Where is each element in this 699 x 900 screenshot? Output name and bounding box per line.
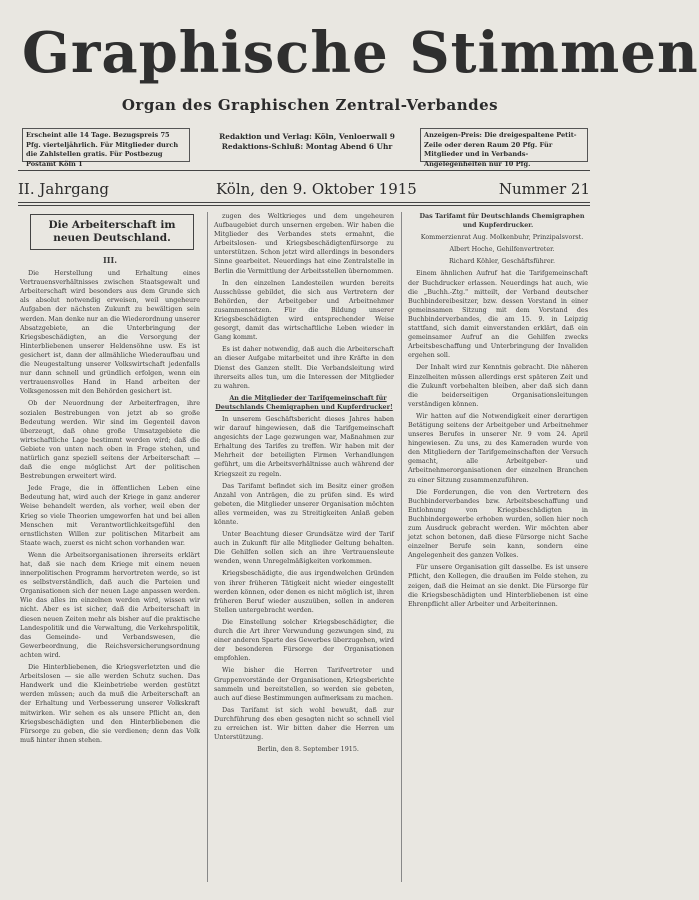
issue-year: II. Jahrgang (18, 180, 109, 198)
paragraph: Kriegsbeschädigte, die aus irgendwelchen Gründen von ihrer früheren Tätigkeit nicht wieder eingestellt werden können, oder denen es nicht möglich ist, ihren früheren Beruf wieder auszuüben, sollen in anderen Stellen untergebracht werden. (214, 569, 394, 614)
column-2 (214, 212, 394, 882)
paragraph: Das Tarifamt befindet sich im Besitz einer großen Anzahl von Anträgen, die zu prüfen sind. Es wird gebeten, die Mitglieder unserer Organisation möchten alles vermeiden, was zu Streitigkeiten Anlaß geben könnte. (214, 481, 394, 526)
tarifamt-heading: Das Tarifamt für Deutschlands Chemigraphen und Kupferdrucker. (419, 212, 585, 230)
paragraph: Es ist daher notwendig, daß auch die Arbeiterschaft an dieser Aufgabe mitarbeitet und ihre Kräfte in den Dienst des Ganzen stellt. Die Verbandsleitung wird ihrerseits alles tun, um die Interessen der Mitglieder zu wahren. (214, 345, 394, 390)
masthead-subtitle: Organ des Graphischen Zentral-Verbandes (121, 96, 499, 114)
signatory: Richard Köhler, Geschäftsführer. (448, 257, 556, 266)
advertising-info-box: Anzeigen-Preis: Die dreigespaltene Petit-Zeile oder deren Raum 20 Pfg. Für Mitglieder und in Verbands-Angelegenheiten nur 10 Pfg. (420, 128, 588, 162)
issue-line (18, 178, 590, 200)
paragraph: Wenn die Arbeitsorganisationen ihrerseits erklärt hat, daß sie nach dem Kriege mit einem neuen innerpolitischen Programm hervortreten werde, so ist es selbstverständlich, daß auch die Parteien und Organisationen sich der neuen Lage anpassen werden. Wie das alles im einzelnen werden wird, wissen wir nicht. Aber es ist sicher, daß die Arbeiterschaft in diesen neuen Zeiten mehr als bisher auf die praktische Landespolitik und die Verwaltung, die Verkehrspolitik, das Gemeinde- und Verbandswesen, die Gewerbeordnung, die Reichsversicherungsordnung achten wird. (20, 550, 200, 659)
paragraph: Einem ähnlichen Aufruf hat die Tarifgemeinschaft der Buchdrucker erlassen. Neuerdings hat auch, wie die „Buchh.-Ztg." mitteilt, der Verband deutscher Buchbindereibesitzer, bzw. dessen Vorstand in einer gemeinsamen Sitzung mit dem Vorstand des Buchbinderverbandes, die am 15. 9. in Leipzig stattfand, sich damit einverstanden erklärt, daß ein gemeinsamer Aufruf an die Gehilfen zwecks Arbeitsbeschaffung und Unterbringung der Invaliden ergehen soll. (408, 269, 588, 360)
dateline: Berlin, den 8. September 1915. (257, 745, 359, 754)
editorial-deadline: Redaktions-Schluß: Montag Abend 6 Uhr (221, 142, 393, 151)
top-rule (18, 170, 590, 171)
paragraph: Unter Beachtung dieser Grundsätze wird der Tarif auch in Zukunft für alle Mitglieder Geltung behalten. Die Gehilfen sollen sich an ihre Vertrauensleute wenden, wenn Unregelmäßigkeiten vorkommen. (214, 530, 394, 566)
paragraph: Ob der Neuordnung der Arbeiterfragen, ihre sozialen Bestrebungen von jetzt ab so große Bedeutung werden. Wir sind im Gegenteil davon überzeugt, daß ohne große Umsatzgebiete die wirtschaftliche Lage bestimmt werden wird; daß die Gebiete von unten nach oben in Frage stehen, und natürlich ganz speziell seitens der Arbeiterschaft — daß die enge möglichst Art der politischen Bestrebungen erweitert wird. (20, 399, 200, 481)
issue-rule-2 (18, 205, 590, 206)
paragraph: In unserem Geschäftsbericht dieses Jahres haben wir darauf hingewiesen, daß die Tarifgemeinschaft angesichts der Lage gezwungen war, Maßnahmen zur Erhaltung des Tarifes zu treffen. Wir haben mit der Mehrheit der beteiligten Firmen Verhandlungen geführt, um die Arbeitsverhältnisse auch während der Kriegszeit zu regeln. (214, 414, 394, 478)
column-3 (408, 212, 588, 882)
paragraph: Das Tarifamt ist sich wohl bewußt, daß zur Durchführung des eben gesagten nicht so schnell viel zu erreichen ist. Wir bitten daher die Herren um Unterstützung. (214, 705, 394, 742)
issue-date: Köln, den 9. Oktober 1915 (216, 180, 417, 198)
column-1 (20, 212, 200, 882)
paragraph: Wie bisher die Herren Tarifvertreter und Gruppenvorstände der Organisationen, Kriegsberichte sammeln und bereitstellen, so werden sie gebeten, auch auf diese Bestimmungen aufmerksam zu machen. (214, 666, 394, 702)
paragraph: Für unsere Organisation gilt dasselbe. Es ist unsere Pflicht, den Kollegen, die draußen im Felde stehen, zu zeigen, daß die Heimat an sie denkt. Die Fürsorge für die Kriegsbeschädigten und Hinterbliebenen ist eine Ehrenpflicht aller Arbeiter und Arbeiterinnen. (408, 563, 588, 608)
paragraph: Die Forderungen, die von den Vertretern des Buchbinderverbandes bzw. Arbeitsbeschaffung und Entlohnung von Kriegsbeschädigten in Buchbindergewerbe erhoben wurden, sollen hier noch zum Ausdruck gebracht werden. Wir möchten aber jetzt schon betonen, daß diese Fürsorge nicht Sache einzelner Berufe sein kann, sondern eine Angelegenheit des ganzen Volkes. (408, 487, 588, 560)
editorial-info (212, 132, 402, 152)
masthead-title: Graphische Stimmen (22, 20, 699, 86)
paragraph: Wir hatten auf die Notwendigkeit einer derartigen Betätigung seitens der Arbeitgeber und Arbeitnehmer unseres Berufes in unserer Nr. 9 vom 24. April hingewiesen. Zu uns, zu des Kameraden wurde von den Mitgliedern der Tarifgemeinschaften der Versuch gemacht, alle Arbeitgeber- und Arbeitnehmerorganisationen der einzelnen Branchen zu einer Sitzung zusammenzuführen. (408, 411, 588, 484)
article-title: Die Arbeiterschaft im neuen Deutschland. (30, 214, 194, 250)
section-heading: An die Mitglieder der Tarifgemeinschaft für Deutschlands Chemigraphen und Kupferdrucker! (215, 393, 393, 411)
issue-number: Nummer 21 (498, 180, 590, 198)
article-part: III. (102, 255, 117, 265)
paragraph: Die Einstellung solcher Kriegsbeschädigter, die durch die Art ihrer Verwundung gezwungen sind, zu einer anderen Sparte des Gewerbes überzugehen, wird der besonderen Fürsorge der Organisationen empfohlen. (214, 617, 395, 663)
paragraph: In den einzelnen Landesteilen wurden bereits Ausschüsse gebildet, die sich aus Vertretern der Behörden, der Arbeitgeber und Arbeitnehmer zusammensetzen. Für die Bildung unserer Kriegsbeschädigten wird entsprechender Weise gesorgt, damit das wirtschaftliche Leben wieder in Gang kommt. (214, 278, 394, 342)
column-divider (401, 212, 402, 882)
issue-rule-1 (18, 202, 590, 203)
editorial-address: Redaktion und Verlag: Köln, Venloerwall 9 (219, 132, 395, 141)
signatory: Kommerzienrat Aug. Molkenbuhr, Prinzipalsvorst. (420, 233, 584, 242)
paragraph: Die Hinterbliebenen, die Kriegsverletzten und die Arbeitslosen — sie alle werden Schutz suchen. Das Handwerk und die Kleinbetriebe werden gestützt werden müssen; auch da muß die Arbeiterschaft an der Erhaltung und Verbesserung unserer Volkskraft mitwirken. Wir sehen es als unsere Pflicht an, den Kriegsbeschädigten und den Hinterbliebenen die Fürsorge zu geben, die sie verdienen; denn das Volk muß hinter ihnen stehen. (20, 663, 200, 744)
paragraph: Jede Frage, die in öffentlichen Leben eine Bedeutung hat, wird auch der Kriege in ganz anderer Weise behandelt werden, als vorher, weil eben der Krieg so viele Theorien umgeworfen hat und bei allen Menschen mit Verantwortlichkeitsgefühl den ernstlichsten Willen zur politischen Mitarbeit am Staate wach, zuerst es nicht schon vorhanden war. (20, 484, 200, 547)
subscription-info-box: Erscheint alle 14 Tage. Bezugspreis 75 Pfg. vierteljährlich. Für Mitglieder durch die Zahlstellen gratis. Für Postbezug Postamt Köln 1 (22, 128, 190, 162)
paragraph: Die Herstellung und Erhaltung eines Vertrauensverhältnisses zwischen Staatsgewalt und Arbeiterschaft wird besonders aus dem Grunde sich als absolut notwendig erweisen, weil ungeheure Aufgaben der nächsten Zukunft zu bewältigen sein werden. Man denke nur an die Wiederordnung unserer Absatzgebiete, an die Unterbringung der Kriegsbeschädigten, an die Versorgung der Hinterbliebenen unserer Heldensöhne usw. Es ist gesichert ist, dann der allmähliche Wiederaufbau und die Neugestaltung unserer Volkswirtschaft jedenfalls nur dann schnell und gründlich erfolgen, wenn ein vertrauensvolles Hand in Hand arbeiten der Volksgenossen mit den Behörden gesichert ist. (20, 269, 200, 396)
column-divider (207, 212, 208, 882)
paragraph: Der Inhalt wird zur Kenntnis gebracht. Die näheren Einzelheiten müssen allerdings erst späteren Zeit und die Zukunft vorbehalten bleiben, aber daß sich dann die beiderseitigen Organisationsleitungen verständigen können. (408, 363, 588, 408)
paragraph: zugen des Weltkrieges und dem ungeheuren Aufbaugebiet durch unsernen ergeben. Wir haben die Mitglieder des Verbandes stets ermahnt, die Arbeitslosen- und Kriegsbeschädigtenfürsorge zu unterstützen. Schon jetzt wird allerdings in besonders Sinne gearbeitet. Neuerdings hat eine Zentralstelle in Berlin die Vermittlung der Arbeitsstellen übernommen. (214, 212, 394, 275)
signatory: Albert Hoche, Gehilfenvertreter. (449, 245, 555, 254)
